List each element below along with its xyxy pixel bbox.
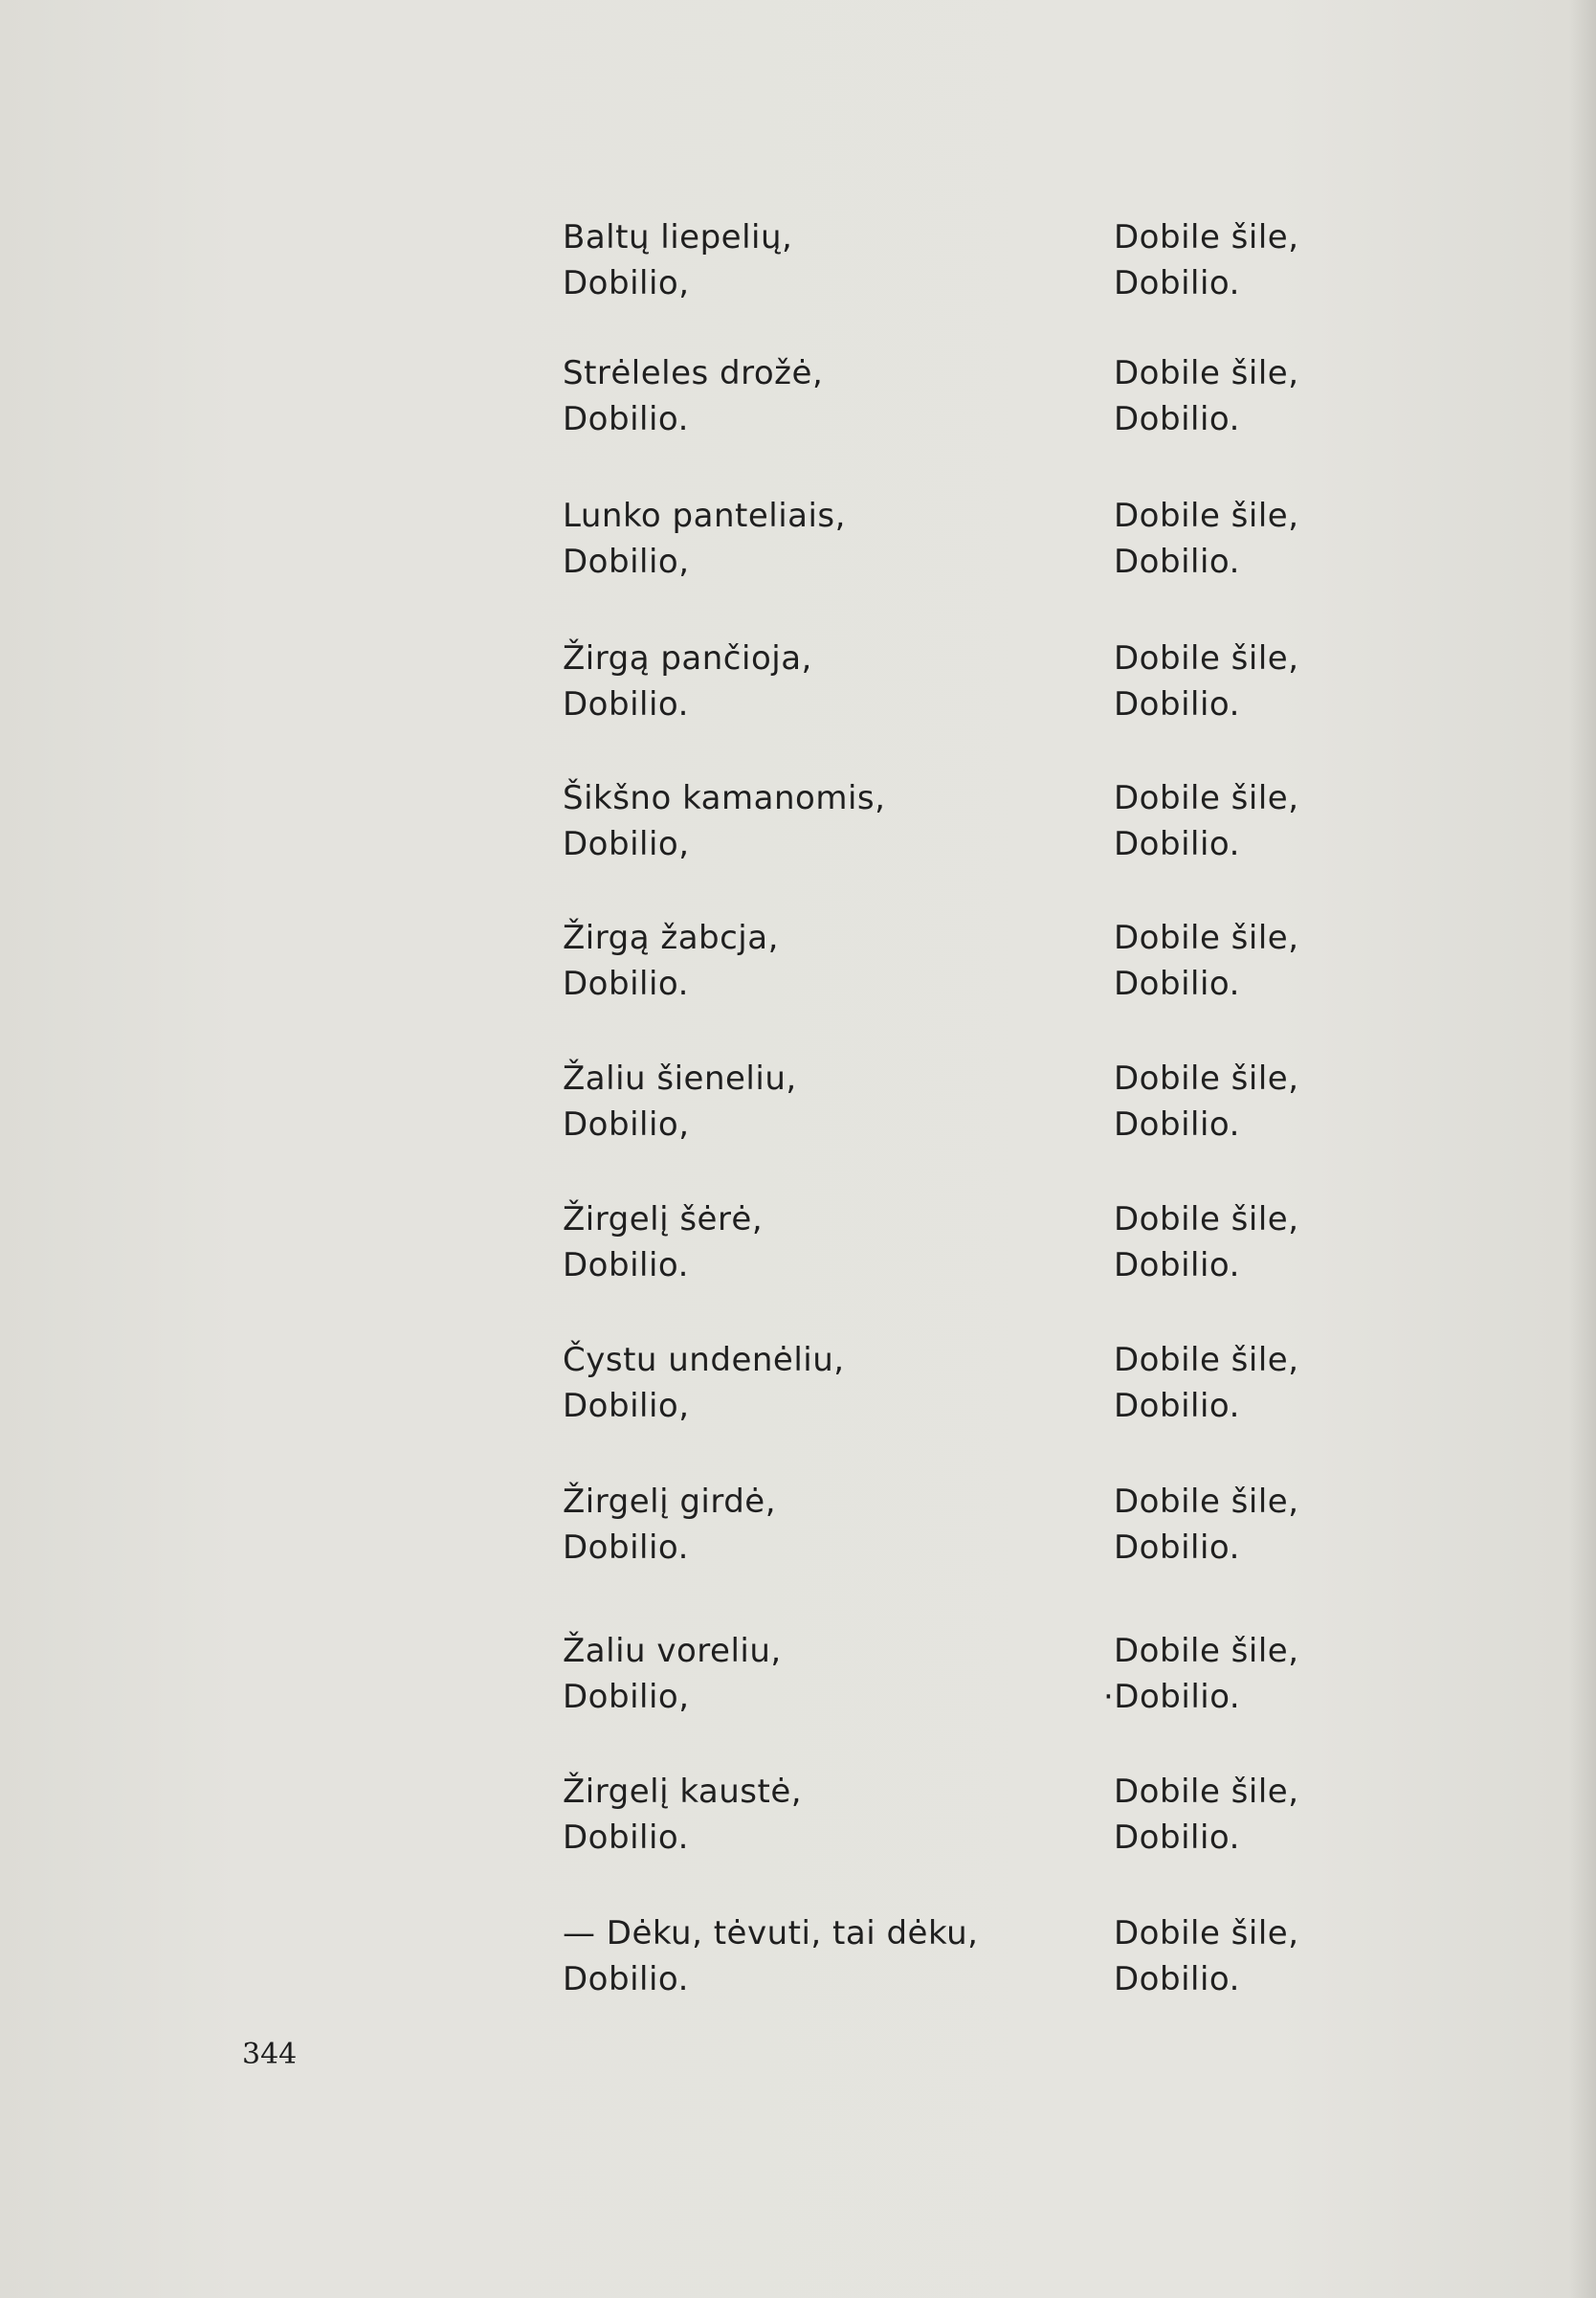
refrain-line: Dobile šile, — [1114, 1483, 1299, 1521]
refrain-line: Dobilio. — [1114, 825, 1240, 863]
verse-line: Lunko panteliais, — [563, 497, 846, 535]
verse-line: — Dėku, tėvuti, tai dėku, — [563, 1914, 979, 1952]
verse-line: Šikšno kamanomis, — [563, 779, 886, 817]
refrain-line: Dobilio. — [1114, 1387, 1240, 1425]
refrain-line: Dobile šile, — [1114, 1341, 1299, 1379]
verse-line: Žirgelį šėrė, — [563, 1200, 764, 1238]
refrain-line: Dobilio. — [1114, 543, 1240, 581]
verse-line: Dobilio. — [563, 1818, 689, 1857]
page-edge-shadow — [1569, 0, 1596, 2298]
verse-line: Baltų liepelių, — [563, 218, 793, 257]
verse-line: Dobilio, — [563, 1678, 690, 1716]
refrain-line: Dobile šile, — [1114, 218, 1299, 257]
refrain-line: ·Dobilio. — [1103, 1678, 1241, 1716]
refrain-line: Dobilio. — [1114, 1528, 1240, 1567]
stanza — [563, 1479, 1347, 1574]
verse-line: Dobilio, — [563, 543, 690, 581]
refrain-line: Dobilio. — [1114, 1818, 1240, 1857]
refrain-line: Dobile šile, — [1114, 919, 1299, 957]
stanza — [563, 1337, 1347, 1433]
stanza — [563, 915, 1347, 1011]
refrain-line: Dobile šile, — [1114, 1060, 1299, 1098]
refrain-line: Dobile šile, — [1114, 779, 1299, 817]
verse-line: Čystu undenėliu, — [563, 1341, 845, 1379]
verse-line: Dobilio. — [563, 685, 689, 724]
verse-line: Žirgelį girdė, — [563, 1483, 777, 1521]
refrain-line: Dobilio. — [1114, 1105, 1240, 1144]
verse-line: Žirgą pančioja, — [563, 639, 812, 678]
refrain-line: Dobilio. — [1114, 965, 1240, 1003]
refrain-line: Dobilio. — [1114, 400, 1240, 438]
refrain-line: Dobilio. — [1114, 1246, 1240, 1284]
refrain-line: Dobile šile, — [1114, 639, 1299, 678]
verse-line: Dobilio, — [563, 264, 690, 302]
verse-line: Žaliu šieneliu, — [563, 1060, 797, 1098]
stanza — [563, 1628, 1347, 1724]
stanza — [563, 1056, 1347, 1151]
stanza — [563, 350, 1347, 446]
verse-line: Dobilio, — [563, 1387, 690, 1425]
refrain-line: Dobile šile, — [1114, 1914, 1299, 1952]
verse-line: Dobilio, — [563, 1105, 690, 1144]
verse-line: Dobilio. — [563, 1528, 689, 1567]
stanza — [563, 775, 1347, 871]
verse-line: Dobilio. — [563, 400, 689, 438]
stanza — [563, 1769, 1347, 1864]
refrain-line: Dobilio. — [1114, 1960, 1240, 1998]
verse-line: Dobilio. — [563, 1960, 689, 1998]
refrain-line: Dobilio. — [1114, 264, 1240, 302]
verse-line: Žaliu voreliu, — [563, 1632, 782, 1670]
verse-line: Dobilio. — [563, 1246, 689, 1284]
stanza — [563, 214, 1347, 310]
stanza — [563, 1910, 1347, 2006]
verse-line: Žirgelį kaustė, — [563, 1773, 803, 1811]
refrain-line: Dobile šile, — [1114, 1632, 1299, 1670]
verse-line: Dobilio, — [563, 825, 690, 863]
stanza — [563, 636, 1347, 731]
page-number: 344 — [242, 2038, 298, 2071]
refrain-line: Dobile šile, — [1114, 497, 1299, 535]
stanza — [563, 493, 1347, 589]
refrain-line: Dobile šile, — [1114, 1200, 1299, 1238]
verse-line: Žirgą žabcja, — [563, 919, 779, 957]
stanza — [563, 1196, 1347, 1292]
refrain-line: Dobile šile, — [1114, 1773, 1299, 1811]
verse-line: Strėleles drožė, — [563, 354, 824, 392]
verse-line: Dobilio. — [563, 965, 689, 1003]
refrain-line: Dobilio. — [1114, 685, 1240, 724]
refrain-line: Dobile šile, — [1114, 354, 1299, 392]
